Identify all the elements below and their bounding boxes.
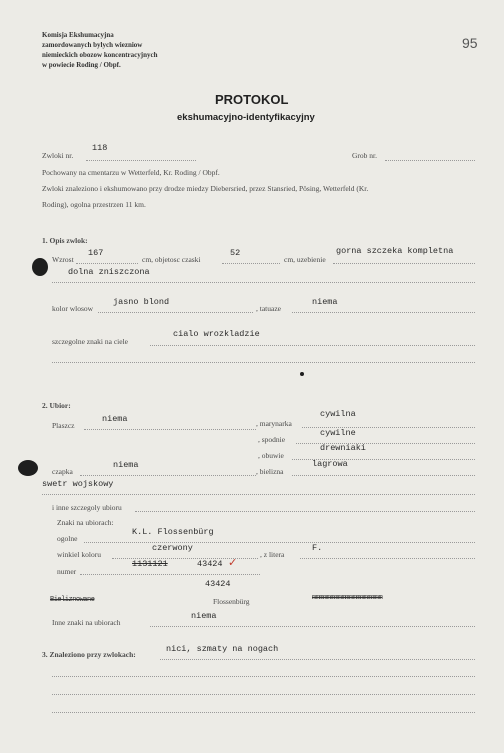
znaki-label: szczegolne znaki na ciele <box>52 337 128 346</box>
bielizna-value: lagrowa <box>312 459 348 469</box>
page-number: 95 <box>462 35 478 51</box>
dotted-line <box>42 494 475 495</box>
ink-dot <box>300 372 304 376</box>
kolor-label: kolor wlosow <box>52 304 94 313</box>
struck-text: mmmmmmmmmmmmmmmmmmm <box>312 594 383 602</box>
bieliznowane-struck: Bieliznowane <box>50 596 95 604</box>
numer-value: 43424 <box>197 559 223 569</box>
dotted-line <box>135 511 475 512</box>
dotted-line <box>80 475 256 476</box>
czaszka-value: 52 <box>230 248 241 258</box>
section3-title: 3. Znaleziono przy zwlokach: <box>42 650 136 659</box>
obuwie-value: drewniaki <box>320 443 366 453</box>
dotted-line <box>52 694 475 695</box>
dotted-line <box>160 659 475 660</box>
section1-title: 1. Opis zwlok: <box>42 236 88 245</box>
inne-szczegoly-label: i inne szczegoly ubioru <box>52 503 122 512</box>
winkiel-label: winkiel koloru <box>57 550 101 559</box>
numer-label: numer <box>57 567 77 576</box>
grob-label: Grob nr. <box>352 151 377 160</box>
dotted-line <box>150 345 475 346</box>
marynarka-label: , marynarka <box>256 419 292 428</box>
litera-label: , z litera <box>260 550 285 559</box>
plaszcz-label: Plaszcz <box>52 421 75 430</box>
uzebienie-value-2: dolna zniszczona <box>68 267 150 277</box>
kolor-value: jasno blond <box>113 297 170 307</box>
extra-clothing-value: swetr wojskowy <box>42 479 114 489</box>
check-mark-icon: ✓ <box>228 556 238 569</box>
dotted-line <box>385 160 475 161</box>
document-subtitle: ekshumacyjno-identyfikacyjny <box>177 112 315 123</box>
punch-hole-mark <box>32 258 48 276</box>
uzebienie-value: gorna szczeka kompletna <box>336 246 454 256</box>
found-text-line1: Zwloki znaleziono i ekshumowano przy drodze miedzy Diebersried, przez Stansried, Pösing, Wetterfeld (Kr. <box>42 184 369 193</box>
header-line: Komisja Ekshumacyjna <box>42 31 114 39</box>
plaszcz-value: niema <box>102 414 128 424</box>
zwloki-label: Zwloki nr. <box>42 151 74 160</box>
document-title: PROTOKOL <box>215 92 289 107</box>
section3-value: nici, szmaty na nogach <box>166 644 279 654</box>
ogolne-label: ogolne <box>57 534 78 543</box>
dotted-line <box>52 676 475 677</box>
dotted-line <box>52 362 475 363</box>
header-line: zamordowanych bylych wiezniow <box>42 41 143 49</box>
czapka-label: czapka <box>52 467 73 476</box>
inne-znaki-value: niema <box>191 611 217 621</box>
cm1-label: cm, objetosc czaski <box>142 255 201 264</box>
litera-value: F. <box>312 543 323 553</box>
obuwie-label: , obuwie <box>258 451 284 460</box>
commission-header <box>42 30 158 70</box>
header-line: niemieckich obozow koncentracyjnych <box>42 51 158 59</box>
dotted-line <box>98 312 253 313</box>
numer-value-struck: 1131121 <box>132 559 168 569</box>
spodnie-value: cywilne <box>320 428 356 438</box>
cm2-label: cm, uzebienie <box>284 255 326 264</box>
section2-title: 2. Ubior: <box>42 401 71 410</box>
dotted-line <box>292 475 475 476</box>
dotted-line <box>52 282 475 283</box>
wzrost-label: Wzrost <box>52 255 74 264</box>
bielizna-label: , bielizna <box>256 467 284 476</box>
dotted-line <box>222 263 280 264</box>
ogolne-value: K.L. Flossenbürg <box>132 527 214 537</box>
header-line: w powiecie Roding / Obpf. <box>42 61 121 69</box>
numer-value-repeat: 43424 <box>205 579 231 589</box>
tatuaze-value: niema <box>312 297 338 307</box>
flossenburg-label: Flossenbürg <box>213 597 250 606</box>
dotted-line <box>84 429 256 430</box>
znaki-na-ubiorach-label: Znaki na ubiorach: <box>57 518 114 527</box>
dotted-line <box>300 558 475 559</box>
punch-hole-mark <box>18 460 38 476</box>
wzrost-value: 167 <box>88 248 104 258</box>
dotted-line <box>80 574 260 575</box>
czapka-value: niema <box>113 460 139 470</box>
found-text-line2: Roding), ogolna przestrzen 11 km. <box>42 200 146 209</box>
dotted-line <box>333 263 475 264</box>
dotted-line <box>86 160 196 161</box>
spodnie-label: , spodnie <box>258 435 286 444</box>
tatuaze-label: , tatuaze <box>256 304 281 313</box>
dotted-line <box>292 312 475 313</box>
marynarka-value: cywilna <box>320 409 356 419</box>
dotted-line <box>150 626 475 627</box>
zwloki-value: 118 <box>92 143 108 153</box>
pochowany-text: Pochowany na cmentarzu w Wetterfeld, Kr. Roding / Obpf. <box>42 168 220 177</box>
inne-znaki-label: Inne znaki na ubiorach <box>52 618 121 627</box>
winkiel-value: czerwony <box>152 543 193 553</box>
znaki-value: cialo wrozkladzie <box>173 329 260 339</box>
dotted-line <box>76 263 138 264</box>
dotted-line <box>52 712 475 713</box>
dotted-line <box>84 542 475 543</box>
